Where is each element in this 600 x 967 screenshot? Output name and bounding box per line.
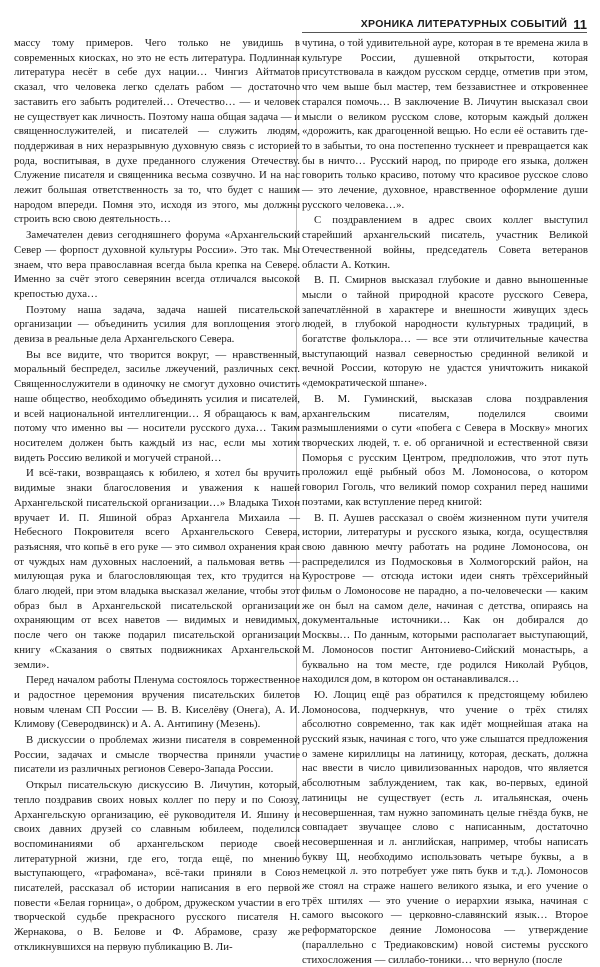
paragraph: В. П. Аушев рассказал о своём жизненном пути учителя истории, литературы и русского языка, когда, осуществляя свою давнюю мечту работать на родине Ломоносова, он распределился из Подмосковья в Холмогорский район, на Курострове — отсюда истоки идеи снять трёхсерийный фильм о Ломоносове не парадно, а по-человечески — каким же он был на самом деле, начиная с детства, опираясь на документальные источники… Как он добирался до Москвы… По данным, которыми располагает выступающий, М. Ломоносов постиг Антониево-Сийский монастырь, а буквально на том месте, где родился Николай Рубцов, находился дом, в котором он останавливался… [302,511,588,686]
paragraph: Перед началом работы Пленума состоялось торжественное и радостное церемония вручения писательских билетов новым членам СП России — В. В. Киселёву (Онега), А. И. Климову (Северодвинск) и А. А. Антипину (Мезень). [14,674,300,731]
paragraph: В. М. Гуминский, высказав слова поздравления архангельским писателям, поделился своими размышлениями о сути «побега с Севера в Москву» многих творческих людей, т. е. об органичной и естественной связи Поморья с русским Центром, предположив, что этот путь проложил ещё рыбный обоз М. Ломоносова, о котором говорил Гоголь, что великий помор сохранил перед нашими поэтами, как вступление перед книгой: [302,392,588,508]
paragraph: Открыл писательскую дискуссию В. Личутин, который, тепло поздравив своих новых коллег по перу и по Союзу, Архангельскую организацию, её руководителя И. Яшину и своих давних друзей со славным юбилеем, поделился воспоминаниями об архангельском периоде своей литературной жизни, где его, тогда ещё, по мнению выступающего, «графомана», всё-таки приняли в Союз писателей, рассказал об истории написания в его первой повести «Белая горница», о добром, дружеском участии в его творческой судьбе прекрасного русского писателя Н. Жернакова, о В. Белове и Ф. Абрамове, сразу же откликнувшихся на первую публикацию В. Ли- [14,779,300,953]
paragraph: И всё-таки, возвращаясь к юбилею, я хотел бы вручить видимые знаки благословения и уважения к нашей Архангельской писательской организации…» Владыка Тихон вручает И. П. Яшиной образ Архангела Михаила — Небесного Покровителя всего Архангельского Севера, разъясняя, что копьё в его руке — это символ охранения края от чуждых нам духовных наслоений, а пальмовая ветвь — милующая рука и благословляющая тех, кто трудится на благо людей, при этом владыка высказал желание, чтобы этот образ был в Архангельской писательской организации охраняющим от всех наветов — видимых и невидимых, после чего он также подарил писательской организации книгу «Сказания о святых подвижниках Архангельской земли». [14,467,300,671]
paragraph: С поздравлением в адрес своих коллег выступил старейший архангельский писатель, участник Великой Отечественной войны, председатель Совета ветеранов области А. Коткин. [302,214,588,271]
paragraph: Поэтому наша задача, задача нашей писательской организации — объединить усилия для воплощения этого девиза в реальные дела Архангельского Севера. [14,303,300,346]
paragraph: В. П. Смирнов высказал глубокие и давно выношенные мысли о тайной природной красоте русского Севера, запечатлённой в характере и внешности живущих здесь людей, в глубокой народности культурных традиций, в богатстве фольклора… — все эти отличительные качества выступающий назвал северностью срединной великой и вечной России, которую не удастся уничтожить никакой «демократической шпане». [302,274,588,390]
paragraph: Вы все видите, что творится вокруг, — нравственный, моральный беспредел, засилье лжеучений, различных сект. Священнослужители в одиночку не смогут духовно очистить наше общество, необходимо объединять усилия и писателей, и всей национальной интеллигенции… Я обращаюсь к вам, потому что именно вы — носители русского духа… Таким носителем должен быть каждый из нас, если мы хотим видеть Россию великой и могучей страной… [14,348,300,464]
paragraph: В дискуссии о проблемах жизни писателя в современной России, задачах и смысле творчества приняли участие писатели из различных регионов Северо-Запада России. [14,734,300,776]
section-title: ХРОНИКА ЛИТЕРАТУРНЫХ СОБЫТИЙ [360,18,568,30]
paragraph: чутина, о той удивительной ауре, которая в те времена жила в культуре России, душевной открытости, которая присутствовала в каждом русском сердце, отметив при этом, что чем выше был мастер, тем беззавистнее и откровеннее старался помочь… В заключение В. Личутин высказал свои мысли о великом русском слове, которым каждый должен «дорожить, как драгоценной вещью. Но если её оставить где-то в забытьи, то она постепенно тускнеет и превращается как бы в ничто… Русский народ, по природе его языка, должен говорить только красиво, потому что красивое русское слово — это лечение, духовное, нравственное оформление души русского человека…». [302,37,588,211]
running-header [302,16,587,33]
paragraph: Замечателен девиз сегодняшнего форума «Архангельский Север — форпост духовной культуры России». Это так. Мы знаем, что вера православная всегда была крепка на Севере. Именно за счёт этого северянин всегда отличался высокой крепостью духа… [14,229,300,300]
left-column [14,36,300,953]
page-number: 11 [573,16,587,32]
right-column [302,36,588,966]
paragraph: Ю. Лощиц ещё раз обратился к предстоящему юбилею Ломоносова, подчеркнув, что учение о трёх стилях абсолютно современно, так как идёт мощнейшая атака на русский язык, начиная с того, что уже слышатся предложения о замене кириллицы на латиницу, которая, дескать, должна нас ввести в число цивилизованных народов, что является абсолютным заблуждением, так как, во-первых, единой латиницы не существует (есть л. итальянская, очень несовершенная, там нужно запоминать целые гнёзда букв, не совпадает звучащее слово с написанным, достаточно несовершенная и л. английская, например, чтобы написать букву Щ, необходимо использовать четыре буквы, а в немецкой л. это потребует уже пять букв и т.д.). Ломоносов же стоял на страже нашего великого языка, и его учение о трёх штилях — это учение о иерархии языка, начиная с самого высокого — церковно-славянский язык… Второе реформаторское деяние Ломоносова — утверждение (параллельно с Тредиаковским) новой системы русского стихосложения — силлабо-тоники… что вернуло (после [302,688,588,966]
paragraph: массу тому примеров. Чего только не увидишь в современных киосках, но это не есть литература. Подлинная литература несёт в себе дух нации… Чингиз Айтматов сказал, что человека легко сделать рабом — достаточно заставить его забыть родителей… Отечество… — и человек не существует как личность. Поэтому наша общая задача — и священнослужителей, и писателей — служить людям, поддерживая в них неразрывную духовную связь с историей рода, воспитывая, в духе преданного служения Отечеству. Служение писателя и священника весьма созвучно. И на нас лежит большая ответственность за то, что будет с нашим народом впереди. Помня это, исходя из этого, мы должны строить всю свою деятельность… [14,37,300,226]
